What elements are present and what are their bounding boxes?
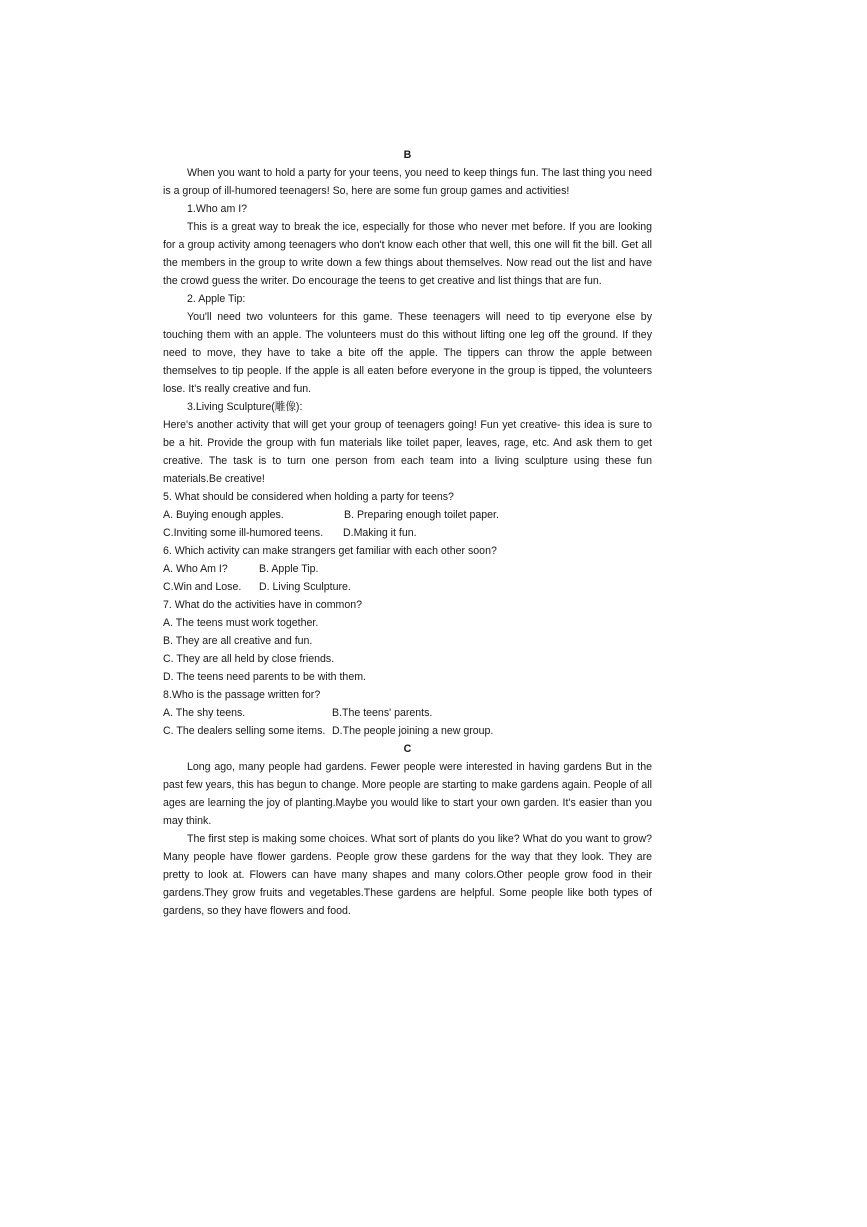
option-row — [163, 506, 652, 524]
option-c: C.Inviting some ill-humored teens. — [163, 527, 324, 539]
option-row — [163, 722, 652, 740]
activity2-body: You'll need two volunteers for this game. These teenagers will need to tip everyone else by touching them with an apple. The volunteers must do this without lifting one leg off the ground. If they need to move, they have to take a bite off the apple. The tippers can throw the apple between themselves to tip people. If the apple is all eaten before everyone in the group is tipped, the volunteers lose. It's really creative and fun. — [163, 311, 652, 395]
section-c-para2: The first step is making some choices. What sort of plants do you like? What do you want to grow? Many people have flower gardens. People grow these gardens for the way that they look. They are pretty to look at. Flowers can have many shapes and many colors.Other people grow food in their gardens.They grow fruits and vegetables.These gardens are helpful. Some people like both types of gardens, so they have flowers and food. — [163, 833, 652, 917]
option-c: C. The dealers selling some items. — [163, 725, 326, 737]
option-d: D.Making it fun. — [343, 527, 417, 539]
activity1-body: This is a great way to break the ice, especially for those who never met before. If you are looking for a group activity among teenagers who don't know each other that well, this one will fit the bill. Get all the members in the group to write down a few things about themselves. Now read out the list and have the crowd guess the writer. Do encourage the teens to get creative and list things that are fun. — [163, 221, 652, 287]
option-b: B. They are all creative and fun. — [163, 635, 313, 647]
option-c: C.Win and Lose. — [163, 581, 242, 593]
option-a: A. Who Am I? — [163, 563, 228, 575]
question-7 — [163, 596, 652, 686]
question-5 — [163, 488, 652, 542]
option-row — [163, 704, 652, 722]
section-c-para1: Long ago, many people had gardens. Fewer people were interested in having gardens But in the past few years, this has begun to change. More people are starting to make gardens again. People of all ages are learning the joy of planting.Maybe you would like to start your own garden. It's easier than you may think. — [163, 761, 652, 827]
document-page — [163, 146, 652, 920]
question-8 — [163, 686, 652, 740]
question-stem: 5. What should be considered when holding a party for teens? — [163, 491, 454, 503]
question-stem: 7. What do the activities have in common? — [163, 599, 363, 611]
option-row — [163, 560, 652, 578]
option-b: B. Preparing enough toilet paper. — [344, 509, 499, 521]
option-a: A. Buying enough apples. — [163, 509, 284, 521]
option-row — [163, 524, 652, 542]
question-stem: 8.Who is the passage written for? — [163, 689, 321, 701]
option-row — [163, 578, 652, 596]
section-c-heading: C — [403, 743, 412, 755]
option-a: A. The shy teens. — [163, 707, 246, 719]
activity3-body: Here's another activity that will get your group of teenagers going! Fun yet creative- this idea is sure to be a hit. Provide the group with fun materials like toilet paper, leaves, rage, etc. And ask them to get creative. The task is to turn one person from each team into a living sculpture using these fun materials.Be creative! — [163, 419, 652, 485]
option-b: B. Apple Tip. — [259, 563, 319, 575]
option-c: C. They are all held by close friends. — [163, 653, 335, 665]
section-b-heading: B — [403, 149, 412, 161]
section-b-intro: When you want to hold a party for your teens, you need to keep things fun. The last thing you need is a group of ill-humored teenagers! So, here are some fun group games and activities! — [163, 167, 652, 197]
question-6 — [163, 542, 652, 596]
activity2-title: 2. Apple Tip: — [187, 293, 246, 305]
activity1-title: 1.Who am I? — [187, 203, 248, 215]
option-d: D. Living Sculpture. — [259, 581, 351, 593]
option-a: A. The teens must work together. — [163, 617, 319, 629]
option-b: B.The teens' parents. — [332, 707, 433, 719]
activity3-title: 3.Living Sculpture(雕像): — [187, 401, 303, 413]
option-d: D.The people joining a new group. — [332, 725, 494, 737]
option-d: D. The teens need parents to be with them. — [163, 671, 366, 683]
question-stem: 6. Which activity can make strangers get familiar with each other soon? — [163, 545, 497, 557]
